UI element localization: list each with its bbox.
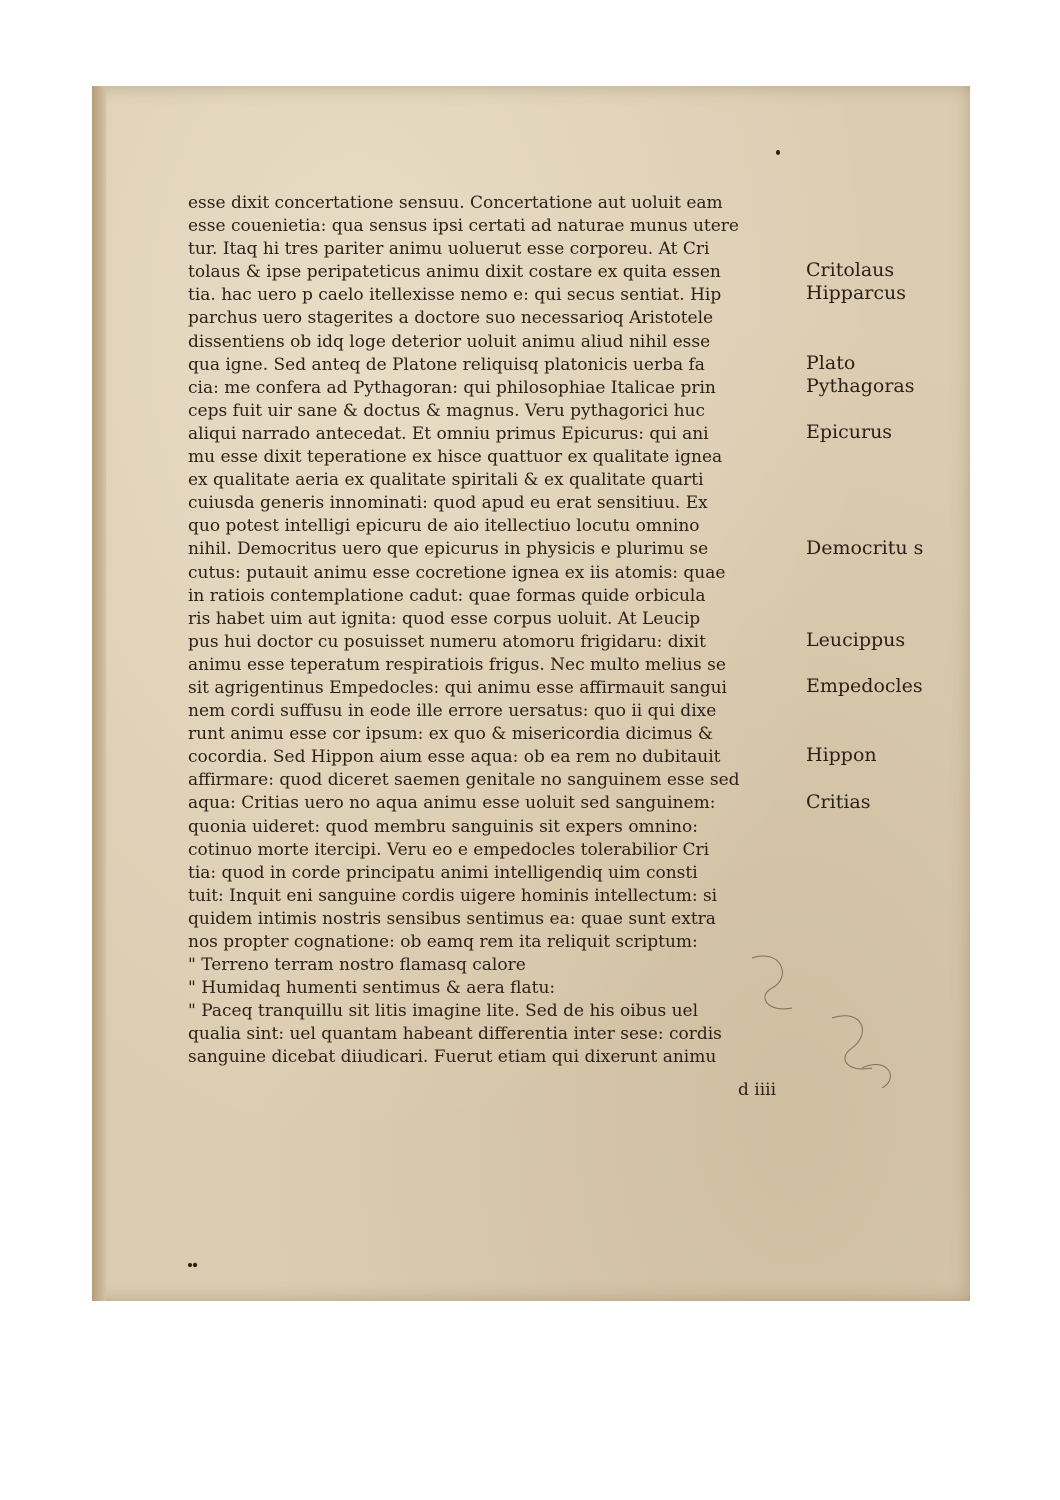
ink-dot xyxy=(776,150,780,155)
text-line: quonia uideret: quod membru sanguinis sit expers omnino: xyxy=(188,816,698,837)
text-line: ceps fuit uir sane & doctus & magnus. Veru pythagorici huc xyxy=(188,400,705,421)
text-line: cuiusda generis innominati: quod apud eu erat sensitiuu. Ex xyxy=(188,493,708,514)
margin-note: Democritu s xyxy=(806,536,924,559)
text-line: nihil. Democritus uero que epicurus in physicis e plurimu se xyxy=(188,539,709,560)
book-page xyxy=(92,86,970,1301)
text-line: esse dixit concertatione sensuu. Concertatione aut uoluit eam xyxy=(188,193,723,213)
text-line: cocordia. Sed Hippon aium esse aqua: ob ea rem no dubitauit xyxy=(188,747,721,768)
margin-note: Leucippus xyxy=(806,628,906,651)
text-line: sit agrigentinus Empedocles: qui animu esse affirmauit sangui xyxy=(188,677,727,698)
margin-note: Empedocles xyxy=(806,675,923,698)
text-line: quo potest intelligi epicuru de aio itellectiuo locutu omnino xyxy=(188,516,700,537)
text-line: affirmare: quod diceret saemen genitale no sanguinem esse sed xyxy=(188,770,740,791)
text-line: mu esse dixit teperatione ex hisce quattuor ex qualitate ignea xyxy=(188,447,723,468)
text-line: quidem intimis nostris sensibus sentimus ea: quae sunt extra xyxy=(188,908,716,929)
margin-note: Plato xyxy=(806,351,856,374)
main-text-block xyxy=(188,192,800,1070)
text-line: cutus: putauit animu esse cocretione ignea ex iis atomis: quae xyxy=(188,562,726,583)
text-line: aqua: Critias uero no aqua animu esse uoluit sed sanguinem: xyxy=(188,793,716,814)
pen-flourish-doodle xyxy=(712,938,902,1118)
text-line: pus hui doctor cu posuisset numeru atomoru frigidaru: dixit xyxy=(188,631,706,652)
text-line: sanguine dicebat diiudicari. Fuerut etiam qui dixerunt animu xyxy=(188,1047,717,1068)
text-line: " Humidaq humenti sentimus & aera flatu: xyxy=(188,978,556,999)
text-line: parchus uero stagerites a doctore suo necessarioq Aristotele xyxy=(188,308,714,329)
text-line: tuit: Inquit eni sanguine cordis uigere hominis intellectum: si xyxy=(188,885,718,906)
margin-note: Critias xyxy=(806,790,871,813)
text-line: ex qualitate aeria ex qualitate spiritali & ex qualitate quarti xyxy=(188,470,704,491)
margin-note: Pythagoras xyxy=(806,374,915,397)
text-line: qualia sint: uel quantam habeant differentia inter sese: cordis xyxy=(188,1024,722,1045)
text-line: cia: me confera ad Pythagoran: qui philosophiae Italicae prin xyxy=(188,377,716,398)
text-line: qua igne. Sed anteq de Platone reliquisq platonicis uerba fa xyxy=(188,354,705,375)
ink-mark xyxy=(187,1262,199,1268)
text-line: " Terreno terram nostro flamasq calore xyxy=(188,955,526,976)
margin-note: Critolaus xyxy=(806,259,895,282)
page-gutter xyxy=(92,86,106,1301)
text-line: animu esse teperatum respiratiois frigus. Nec multo melius se xyxy=(188,654,726,675)
text-line: dissentiens ob idq loge deterior uoluit animu aliud nihil esse xyxy=(188,331,711,352)
text-line: esse couenietia: qua sensus ipsi certati ad naturae munus utere xyxy=(188,216,739,237)
margin-note: Hipparcus xyxy=(806,282,907,305)
text-line: tia. hac uero p caelo itellexisse nemo e: qui secus sentiat. Hip xyxy=(188,285,722,306)
text-line: tolaus & ipse peripateticus animu dixit costare ex quita essen xyxy=(188,262,721,283)
text-line: nos propter cognatione: ob eamq rem ita reliquit scriptum: xyxy=(188,932,698,952)
text-line: cotinuo morte itercipi. Veru eo e empedocles tolerabilior Cri xyxy=(188,839,710,860)
text-line: ris habet uim aut ignita: quod esse corpus uoluit. At Leucip xyxy=(188,608,701,629)
text-line: aliqui narrado antecedat. Et omniu primus Epicurus: qui ani xyxy=(188,423,709,444)
text-line: tur. Itaq hi tres pariter animu uoluerut esse corporeu. At Cri xyxy=(188,239,710,260)
text-line: " Paceq tranquillu sit litis imagine lite. Sed de his oibus uel xyxy=(188,1001,699,1022)
signature-mark: d iiii xyxy=(738,1080,777,1100)
margin-note: Hippon xyxy=(806,744,877,767)
text-line: tia: quod in corde principatu animi intelligendiq uim consti xyxy=(188,862,698,883)
text-line: in ratiois contemplatione cadut: quae formas quide orbicula xyxy=(188,585,706,606)
text-line: nem cordi suffusu in eode ille errore uersatus: quo ii qui dixe xyxy=(188,701,717,722)
text-line: runt animu esse cor ipsum: ex quo & misericordia dicimus & xyxy=(188,724,714,745)
margin-note: Epicurus xyxy=(806,421,893,443)
